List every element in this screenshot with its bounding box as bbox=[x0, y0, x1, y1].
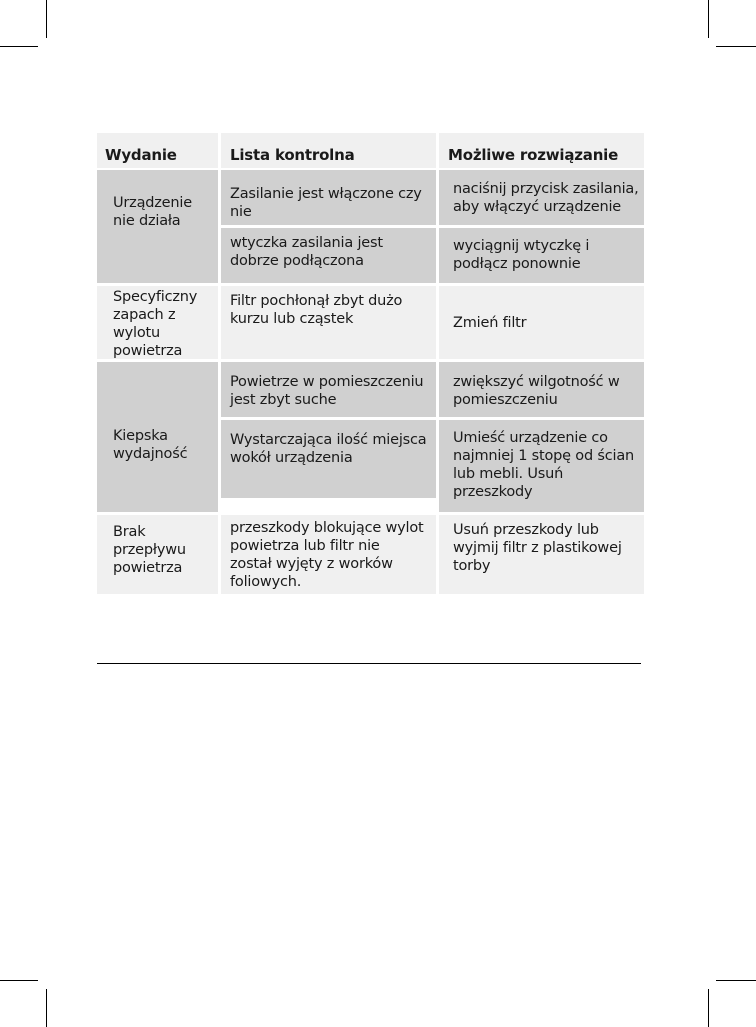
solution-text: Usuń przeszkody lub wyjmij filtr z plastikowej torby bbox=[453, 522, 622, 574]
solution-text: wyciągnij wtyczkę i podłącz ponownie bbox=[453, 238, 590, 272]
check-text: Filtr pochłonął zbyt dużo kurzu lub cząstek bbox=[230, 293, 403, 327]
check-text: przeszkody blokujące wylot powietrza lub filtr nie został wyjęty z worków foliowych. bbox=[230, 520, 424, 590]
solution-cell bbox=[439, 170, 644, 225]
crop-mark bbox=[0, 46, 38, 47]
issue-cell bbox=[97, 286, 218, 359]
header-cell-solution bbox=[439, 133, 644, 168]
header-checklist-label: Lista kontrolna bbox=[230, 146, 355, 164]
check-cell bbox=[221, 515, 436, 594]
crop-mark bbox=[0, 980, 38, 981]
check-cell bbox=[221, 420, 436, 498]
issue-cell bbox=[97, 170, 218, 283]
crop-mark bbox=[716, 46, 756, 47]
horizontal-rule bbox=[97, 663, 641, 664]
solution-cell bbox=[439, 362, 644, 417]
issue-text: Urządzenie nie działa bbox=[113, 195, 192, 229]
header-solution-label: Możliwe rozwiązanie bbox=[448, 146, 619, 164]
solution-cell bbox=[439, 515, 644, 594]
check-text: Wystarczająca ilość miejsca wokół urządzenia bbox=[230, 432, 427, 466]
solution-cell bbox=[439, 286, 644, 359]
check-cell bbox=[221, 170, 436, 225]
check-text: wtyczka zasilania jest dobrze podłączona bbox=[230, 235, 383, 269]
solution-cell bbox=[439, 228, 644, 283]
solution-cell bbox=[439, 420, 644, 512]
header-cell-issue bbox=[97, 133, 218, 168]
check-text: Zasilanie jest włączone czy nie bbox=[230, 186, 422, 220]
issue-cell bbox=[97, 362, 218, 512]
solution-text: Zmień filtr bbox=[453, 315, 527, 331]
issue-text: Kiepska wydajność bbox=[113, 428, 188, 462]
solution-text: zwiększyć wilgotność w pomieszczeniu bbox=[453, 374, 620, 408]
issue-text: Brak przepływu powietrza bbox=[113, 524, 186, 576]
header-issue-label: Wydanie bbox=[105, 146, 177, 164]
solution-text: Umieść urządzenie co najmniej 1 stopę od ścian lub mebli. Usuń przeszkody bbox=[453, 430, 635, 500]
check-cell bbox=[221, 286, 436, 359]
crop-mark bbox=[46, 989, 47, 1027]
solution-text: naciśnij przycisk zasilania, aby włączyć urządzenie bbox=[453, 181, 639, 215]
header-cell-checklist bbox=[221, 133, 436, 168]
check-text: Powietrze w pomieszczeniu jest zbyt suche bbox=[230, 374, 424, 408]
issue-cell bbox=[97, 515, 218, 594]
crop-mark bbox=[716, 980, 756, 981]
crop-mark bbox=[46, 0, 47, 38]
crop-mark bbox=[708, 989, 709, 1027]
check-cell bbox=[221, 228, 436, 283]
crop-mark bbox=[708, 0, 709, 38]
issue-text: Specyficzny zapach z wylotu powietrza bbox=[113, 289, 198, 359]
check-cell bbox=[221, 362, 436, 417]
